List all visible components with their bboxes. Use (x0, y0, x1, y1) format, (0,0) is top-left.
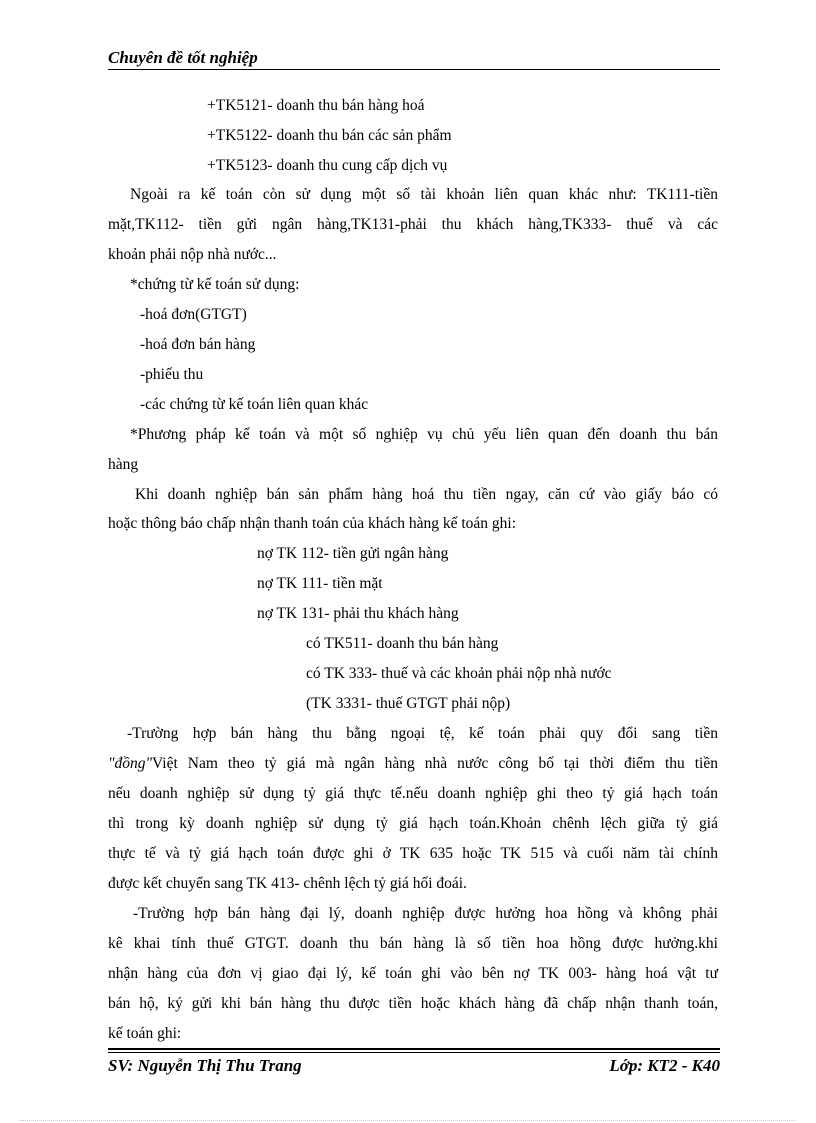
paragraph-line: kê khai tính thuế GTGT. doanh thu bán hàng là số tiền hoa hồng được hưởng.khi (108, 935, 718, 952)
section-heading: hàng (108, 456, 139, 473)
paragraph-line: được kết chuyển sang TK 413- chênh lệch tỷ giá hối đoái. (108, 875, 467, 892)
paragraph-line: hoặc thông báo chấp nhận thanh toán của khách hàng kế toán ghi: (108, 515, 517, 532)
quoted-word: "đồng" (108, 755, 153, 772)
journal-entry: nợ TK 112- tiền gửi ngân hàng (257, 545, 449, 562)
list-item: +TK5123- doanh thu cung cấp dịch vụ (207, 157, 448, 174)
journal-entry: nợ TK 111- tiền mặt (257, 575, 383, 592)
footer-class: Lớp: KT2 - K40 (609, 1056, 720, 1075)
list-item: -hoá đơn bán hàng (140, 336, 256, 353)
paragraph-line: mặt,TK112- tiền gửi ngân hàng,TK131-phải thu khách hàng,TK333- thuế và các (108, 216, 718, 233)
journal-entry: có TK511- doanh thu bán hàng (306, 635, 499, 652)
list-item: -các chứng từ kế toán liên quan khác (140, 396, 369, 413)
header-title: Chuyên đề tốt nghiệp (108, 48, 258, 67)
paragraph-line: khoản phải nộp nhà nước... (108, 246, 277, 263)
footer-divider (108, 1048, 720, 1050)
section-heading: *Phương pháp kế toán và một số nghiệp vụ chủ yếu liên quan đến doanh thu bán (130, 426, 718, 443)
paragraph-line: nhận hàng của đơn vị giao đại lý, kế toán ghi vào bên nợ TK 003- hàng hoá vật tư (108, 965, 718, 982)
footer-student: SV: Nguyễn Thị Thu Trang (108, 1056, 302, 1075)
paragraph-line (108, 754, 718, 774)
paragraph-line: -Trường hợp bán hàng thu bằng ngoại tệ, kế toán phải quy đổi sang tiền (127, 725, 718, 742)
list-item: -phiếu thu (140, 366, 204, 383)
section-heading: *chứng từ kế toán sử dụng: (130, 276, 300, 293)
list-item: -hoá đơn(GTGT) (140, 306, 247, 323)
paragraph-line: thì trong kỳ doanh nghiệp sử dụng tỷ giá hạch toán.Khoản chênh lệch giữa tỷ giá (108, 815, 718, 832)
journal-entry: (TK 3331- thuế GTGT phải nộp) (306, 695, 511, 712)
list-item: +TK5121- doanh thu bán hàng hoá (207, 97, 425, 114)
paragraph-line: thực tế và tỷ giá hạch toán được ghi ở TK 635 hoặc TK 515 và cuối năm tài chính (108, 845, 718, 862)
paragraph-line: bán hộ, ký gửi khi bán hàng thu được tiền hoặc khách hàng đã chấp nhận thanh toán, (108, 995, 718, 1012)
paragraph-line: nếu doanh nghiệp sử dụng tỷ giá thực tế.nếu doanh nghiệp ghi theo tỷ giá hạch toán (108, 785, 718, 802)
list-item: +TK5122- doanh thu bán các sản phẩm (207, 127, 452, 144)
page-bottom-border (20, 1120, 796, 1121)
paragraph-line: -Trường hợp bán hàng đại lý, doanh nghiệp được hưởng hoa hồng và không phải (133, 905, 718, 922)
footer-divider-thin (108, 1052, 720, 1053)
paragraph-line: Ngoài ra kế toán còn sử dụng một số tài khoản liên quan khác như: TK111-tiền (130, 186, 718, 203)
paragraph-line: Khi doanh nghiệp bán sản phẩm hàng hoá thu tiền ngay, căn cứ vào giấy báo có (135, 486, 718, 503)
paragraph-text: Việt Nam theo tỷ giá mà ngân hàng nhà nước công bố tại thời điểm thu tiền (152, 755, 718, 772)
journal-entry: nợ TK 131- phải thu khách hàng (257, 605, 459, 622)
journal-entry: có TK 333- thuế và các khoản phải nộp nhà nước (306, 665, 612, 682)
header-divider (108, 69, 720, 70)
paragraph-line: kế toán ghi: (108, 1025, 182, 1042)
